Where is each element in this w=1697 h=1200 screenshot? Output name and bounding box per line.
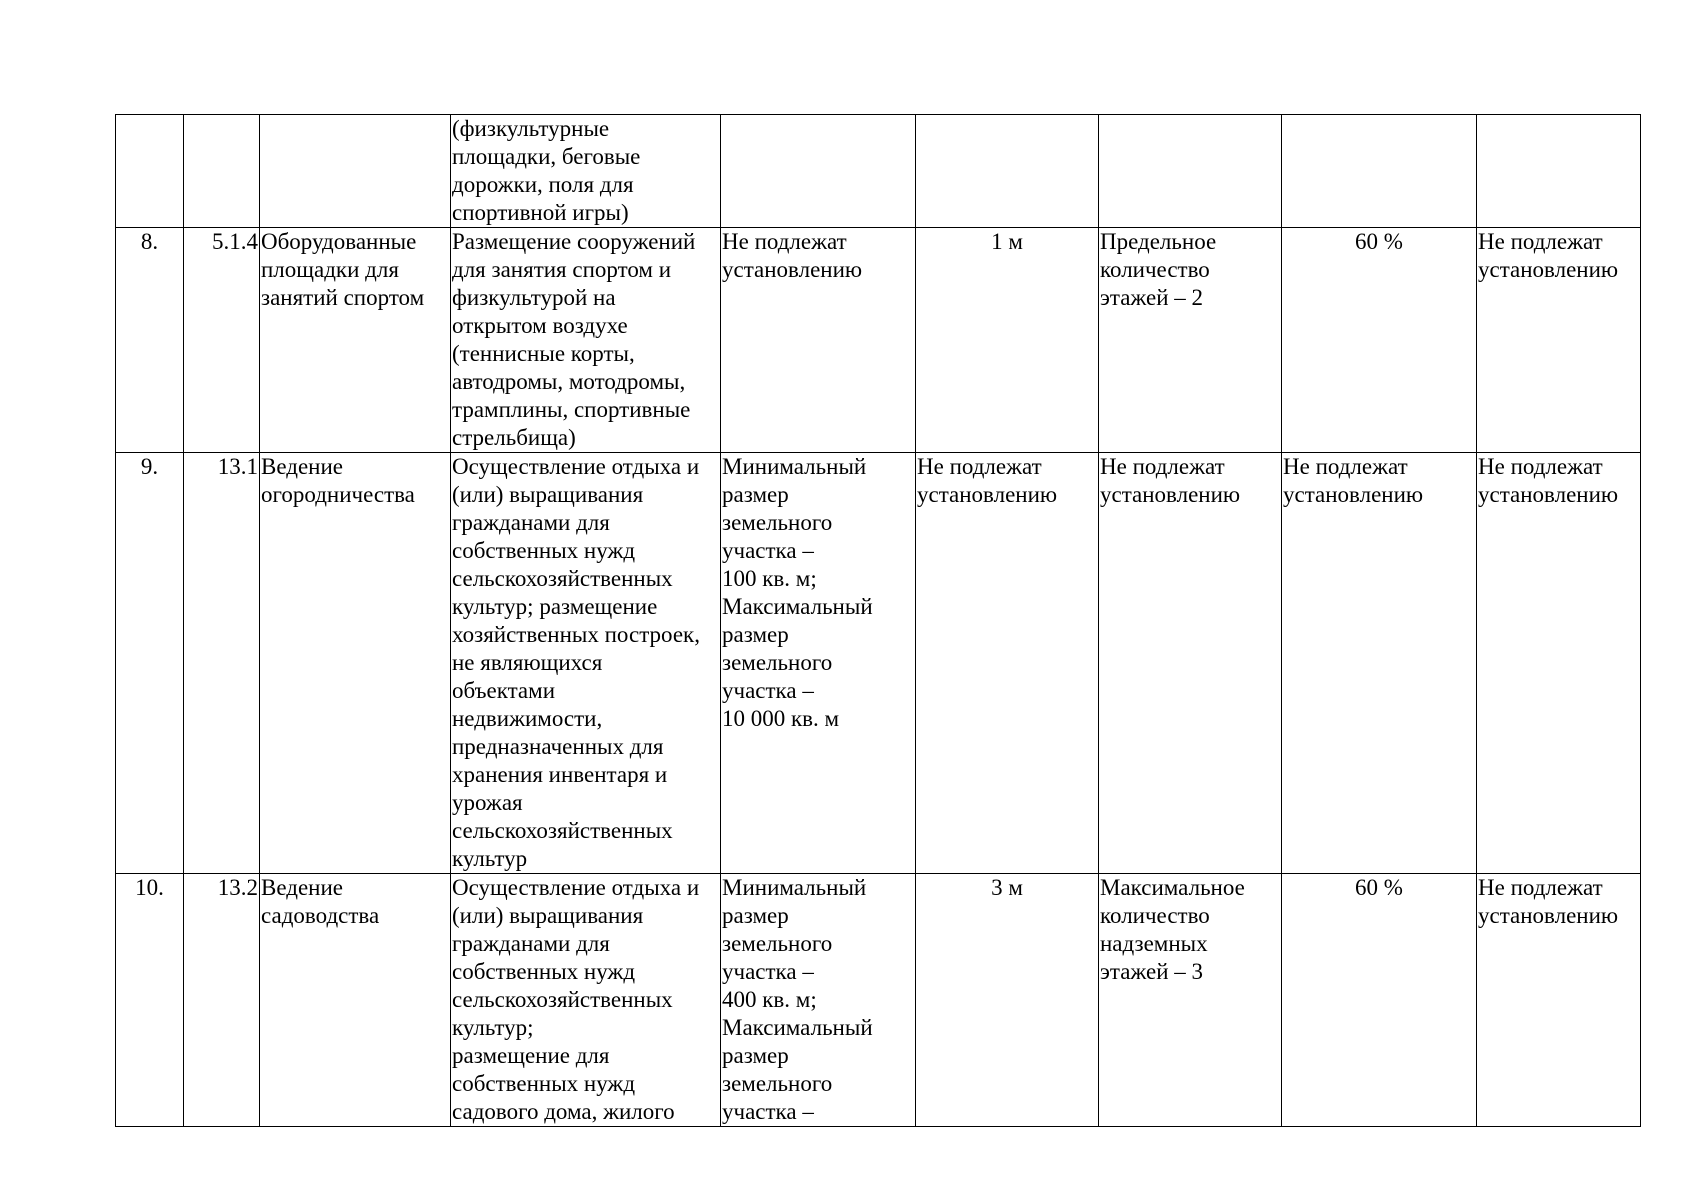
use-code-cell: 5.1.4 bbox=[184, 228, 260, 453]
plot-size-cell: Минимальный размер земельного участка – 100 кв. м; Максимальный размер земельного участка – 10 000 кв. м bbox=[721, 453, 916, 874]
row-number-cell: 9. bbox=[116, 453, 184, 874]
other-params-cell: Не подлежат установлению bbox=[1477, 453, 1641, 874]
setback-cell: 1 м bbox=[916, 228, 1099, 453]
coverage-cell: Не подлежат установлению bbox=[1282, 453, 1477, 874]
coverage-cell bbox=[1282, 115, 1477, 228]
setback-cell: 3 м bbox=[916, 874, 1099, 1127]
plot-size-cell: Минимальный размер земельного участка – 400 кв. м; Максимальный размер земельного участка – bbox=[721, 874, 916, 1127]
use-name-cell: Ведение садоводства bbox=[260, 874, 451, 1127]
plot-size-cell: Не подлежат установлению bbox=[721, 228, 916, 453]
other-params-cell: Не подлежат установлению bbox=[1477, 874, 1641, 1127]
floors-cell bbox=[1099, 115, 1282, 228]
setback-cell bbox=[916, 115, 1099, 228]
use-description-cell: Осуществление отдыха и (или) выращивания гражданами для собственных нужд сельскохозяйственных культур; размещение для собственных нужд садового дома, жилого bbox=[451, 874, 721, 1127]
other-params-cell bbox=[1477, 115, 1641, 228]
floors-cell: Максимальное количество надземных этажей – 3 bbox=[1099, 874, 1282, 1127]
table-row bbox=[116, 115, 1641, 228]
row-number-cell: 10. bbox=[116, 874, 184, 1127]
use-code-cell: 13.1 bbox=[184, 453, 260, 874]
use-name-cell bbox=[260, 115, 451, 228]
row-number-cell: 8. bbox=[116, 228, 184, 453]
table-row bbox=[116, 228, 1641, 453]
floors-cell: Не подлежат установлению bbox=[1099, 453, 1282, 874]
floors-cell: Предельное количество этажей – 2 bbox=[1099, 228, 1282, 453]
coverage-cell: 60 % bbox=[1282, 228, 1477, 453]
coverage-cell: 60 % bbox=[1282, 874, 1477, 1127]
use-name-cell: Оборудованные площадки для занятий спортом bbox=[260, 228, 451, 453]
row-number-cell bbox=[116, 115, 184, 228]
use-name-cell: Ведение огородничества bbox=[260, 453, 451, 874]
use-code-cell bbox=[184, 115, 260, 228]
use-description-cell: (физкультурные площадки, беговые дорожки, поля для спортивной игры) bbox=[451, 115, 721, 228]
table-row bbox=[116, 874, 1641, 1127]
use-description-cell: Осуществление отдыха и (или) выращивания гражданами для собственных нужд сельскохозяйственных культур; размещение хозяйственных построек, не являющихся объектами недвижимости, предназначенных для хранения инвентаря и урожая сельскохозяйственных культур bbox=[451, 453, 721, 874]
use-description-cell: Размещение сооружений для занятия спортом и физкультурой на открытом воздухе (теннисные корты, автодромы, мотодромы, трамплины, спортивные стрельбища) bbox=[451, 228, 721, 453]
setback-cell: Не подлежат установлению bbox=[916, 453, 1099, 874]
use-code-cell: 13.2 bbox=[184, 874, 260, 1127]
other-params-cell: Не подлежат установлению bbox=[1477, 228, 1641, 453]
land-use-table bbox=[115, 114, 1641, 1127]
table-row bbox=[116, 453, 1641, 874]
plot-size-cell bbox=[721, 115, 916, 228]
